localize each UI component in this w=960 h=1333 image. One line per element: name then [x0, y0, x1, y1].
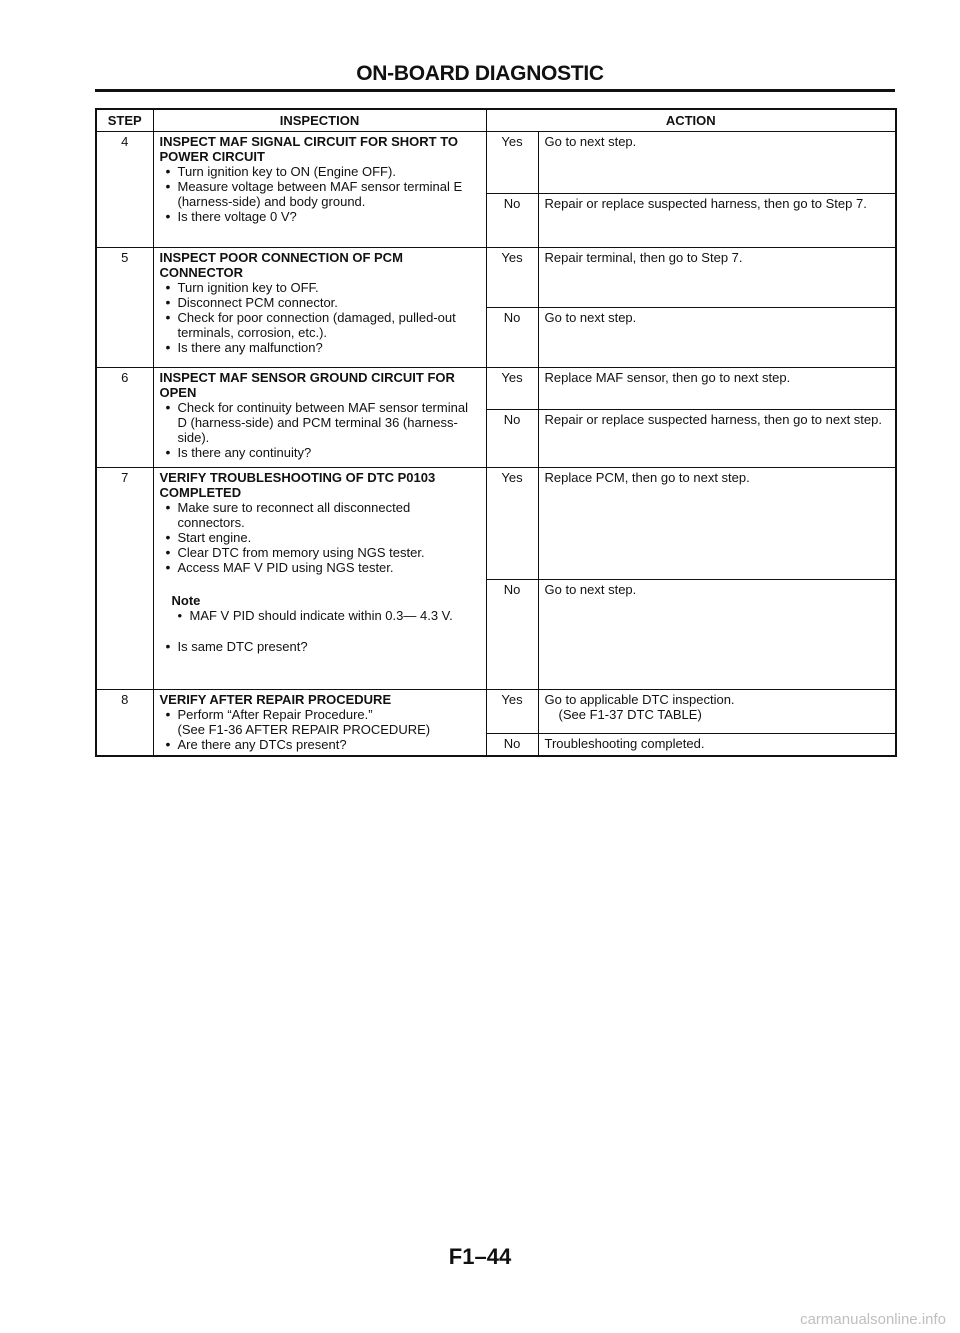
- yes-action: Repair terminal, then go to Step 7.: [538, 248, 896, 308]
- note-text: • MAF V PID should indicate within 0.3— 4.3 V.: [172, 608, 480, 623]
- header-inspection: INSPECTION: [153, 109, 486, 132]
- no-label: No: [486, 410, 538, 468]
- yes-label: Yes: [486, 368, 538, 410]
- table-row: [96, 368, 896, 410]
- step-number: 7: [96, 468, 153, 690]
- page-title: ON-BOARD DIAGNOSTIC: [356, 62, 604, 85]
- inspection-title: INSPECT MAF SIGNAL CIRCUIT FOR SHORT TO POWER CIRCUIT: [159, 134, 459, 164]
- header-action: ACTION: [486, 109, 896, 132]
- inspection-item: • Start engine.: [160, 530, 480, 545]
- spacer: [160, 623, 480, 639]
- note-title: Note: [171, 593, 201, 608]
- yes-action-cell: [538, 690, 896, 734]
- watermark: carmanualsonline.info: [800, 1311, 946, 1328]
- inspection-item: • Is there any malfunction?: [160, 340, 480, 355]
- inspection-item: • Is same DTC present?: [160, 639, 480, 654]
- page-number: F1–44: [448, 1244, 512, 1269]
- inspection-cell: [153, 368, 486, 468]
- no-label: No: [486, 308, 538, 368]
- inspection-item: • Disconnect PCM connector.: [160, 295, 480, 310]
- inspection-item: • Perform “After Repair Procedure.”: [160, 707, 480, 722]
- step-number: 8: [96, 690, 153, 756]
- inspection-item: • Measure voltage between MAF sensor terminal E (harness-side) and body ground.: [160, 179, 480, 209]
- inspection-title: INSPECT MAF SENSOR GROUND CIRCUIT FOR OPEN: [159, 370, 455, 400]
- table-row: [96, 132, 896, 194]
- diagnostic-table: [95, 108, 897, 757]
- no-label: No: [486, 194, 538, 248]
- yes-label: Yes: [486, 690, 538, 734]
- inspection-item: • Check for continuity between MAF sensor terminal D (harness-side) and PCM terminal 36 (harness-side).: [160, 400, 480, 445]
- no-label: No: [486, 734, 538, 756]
- yes-action: Go to applicable DTC inspection.: [544, 692, 735, 707]
- inspection-cell: [153, 690, 486, 756]
- inspection-cell: [153, 248, 486, 368]
- yes-label: Yes: [486, 248, 538, 308]
- yes-action: Go to next step.: [538, 132, 896, 194]
- inspection-item: • Access MAF V PID using NGS tester.: [160, 560, 480, 575]
- step-number: 4: [96, 132, 153, 248]
- inspection-item: • Are there any DTCs present?: [160, 737, 480, 752]
- no-action: Repair or replace suspected harness, then go to Step 7.: [538, 194, 896, 248]
- inspection-reference: (See F1-36 AFTER REPAIR PROCEDURE): [177, 722, 431, 737]
- no-action: Go to next step.: [538, 580, 896, 690]
- no-action: Repair or replace suspected harness, then go to next step.: [538, 410, 896, 468]
- inspection-title: VERIFY TROUBLESHOOTING OF DTC P0103 COMPLETED: [159, 470, 436, 500]
- inspection-item: • Is there any continuity?: [160, 445, 480, 460]
- inspection-cell: [153, 468, 486, 690]
- step-number: 5: [96, 248, 153, 368]
- table-header-row: [96, 109, 896, 132]
- inspection-title: VERIFY AFTER REPAIR PROCEDURE: [159, 692, 392, 707]
- no-action: Troubleshooting completed.: [538, 734, 896, 756]
- yes-action: Replace MAF sensor, then go to next step.: [538, 368, 896, 410]
- yes-label: Yes: [486, 132, 538, 194]
- step-number: 6: [96, 368, 153, 468]
- inspection-item: • Is there voltage 0 V?: [160, 209, 480, 224]
- yes-action: Replace PCM, then go to next step.: [538, 468, 896, 580]
- inspection-item: • Check for poor connection (damaged, pulled-out terminals, corrosion, etc.).: [160, 310, 480, 340]
- inspection-title: INSPECT POOR CONNECTION OF PCM CONNECTOR: [159, 250, 403, 280]
- yes-reference: (See F1-37 DTC TABLE): [558, 707, 702, 722]
- table-row: [96, 690, 896, 734]
- header-step: STEP: [96, 109, 153, 132]
- yes-label: Yes: [486, 468, 538, 580]
- no-label: No: [486, 580, 538, 690]
- inspection-item: • Turn ignition key to OFF.: [160, 280, 480, 295]
- inspection-cell: [153, 132, 486, 248]
- title-rule: [95, 89, 895, 92]
- note-block: [160, 593, 480, 623]
- inspection-item: • Make sure to reconnect all disconnected connectors.: [160, 500, 480, 530]
- inspection-item: • Turn ignition key to ON (Engine OFF).: [160, 164, 480, 179]
- no-action: Go to next step.: [538, 308, 896, 368]
- table-row: [96, 248, 896, 308]
- table-row: [96, 468, 896, 580]
- inspection-item: • Clear DTC from memory using NGS tester.: [160, 545, 480, 560]
